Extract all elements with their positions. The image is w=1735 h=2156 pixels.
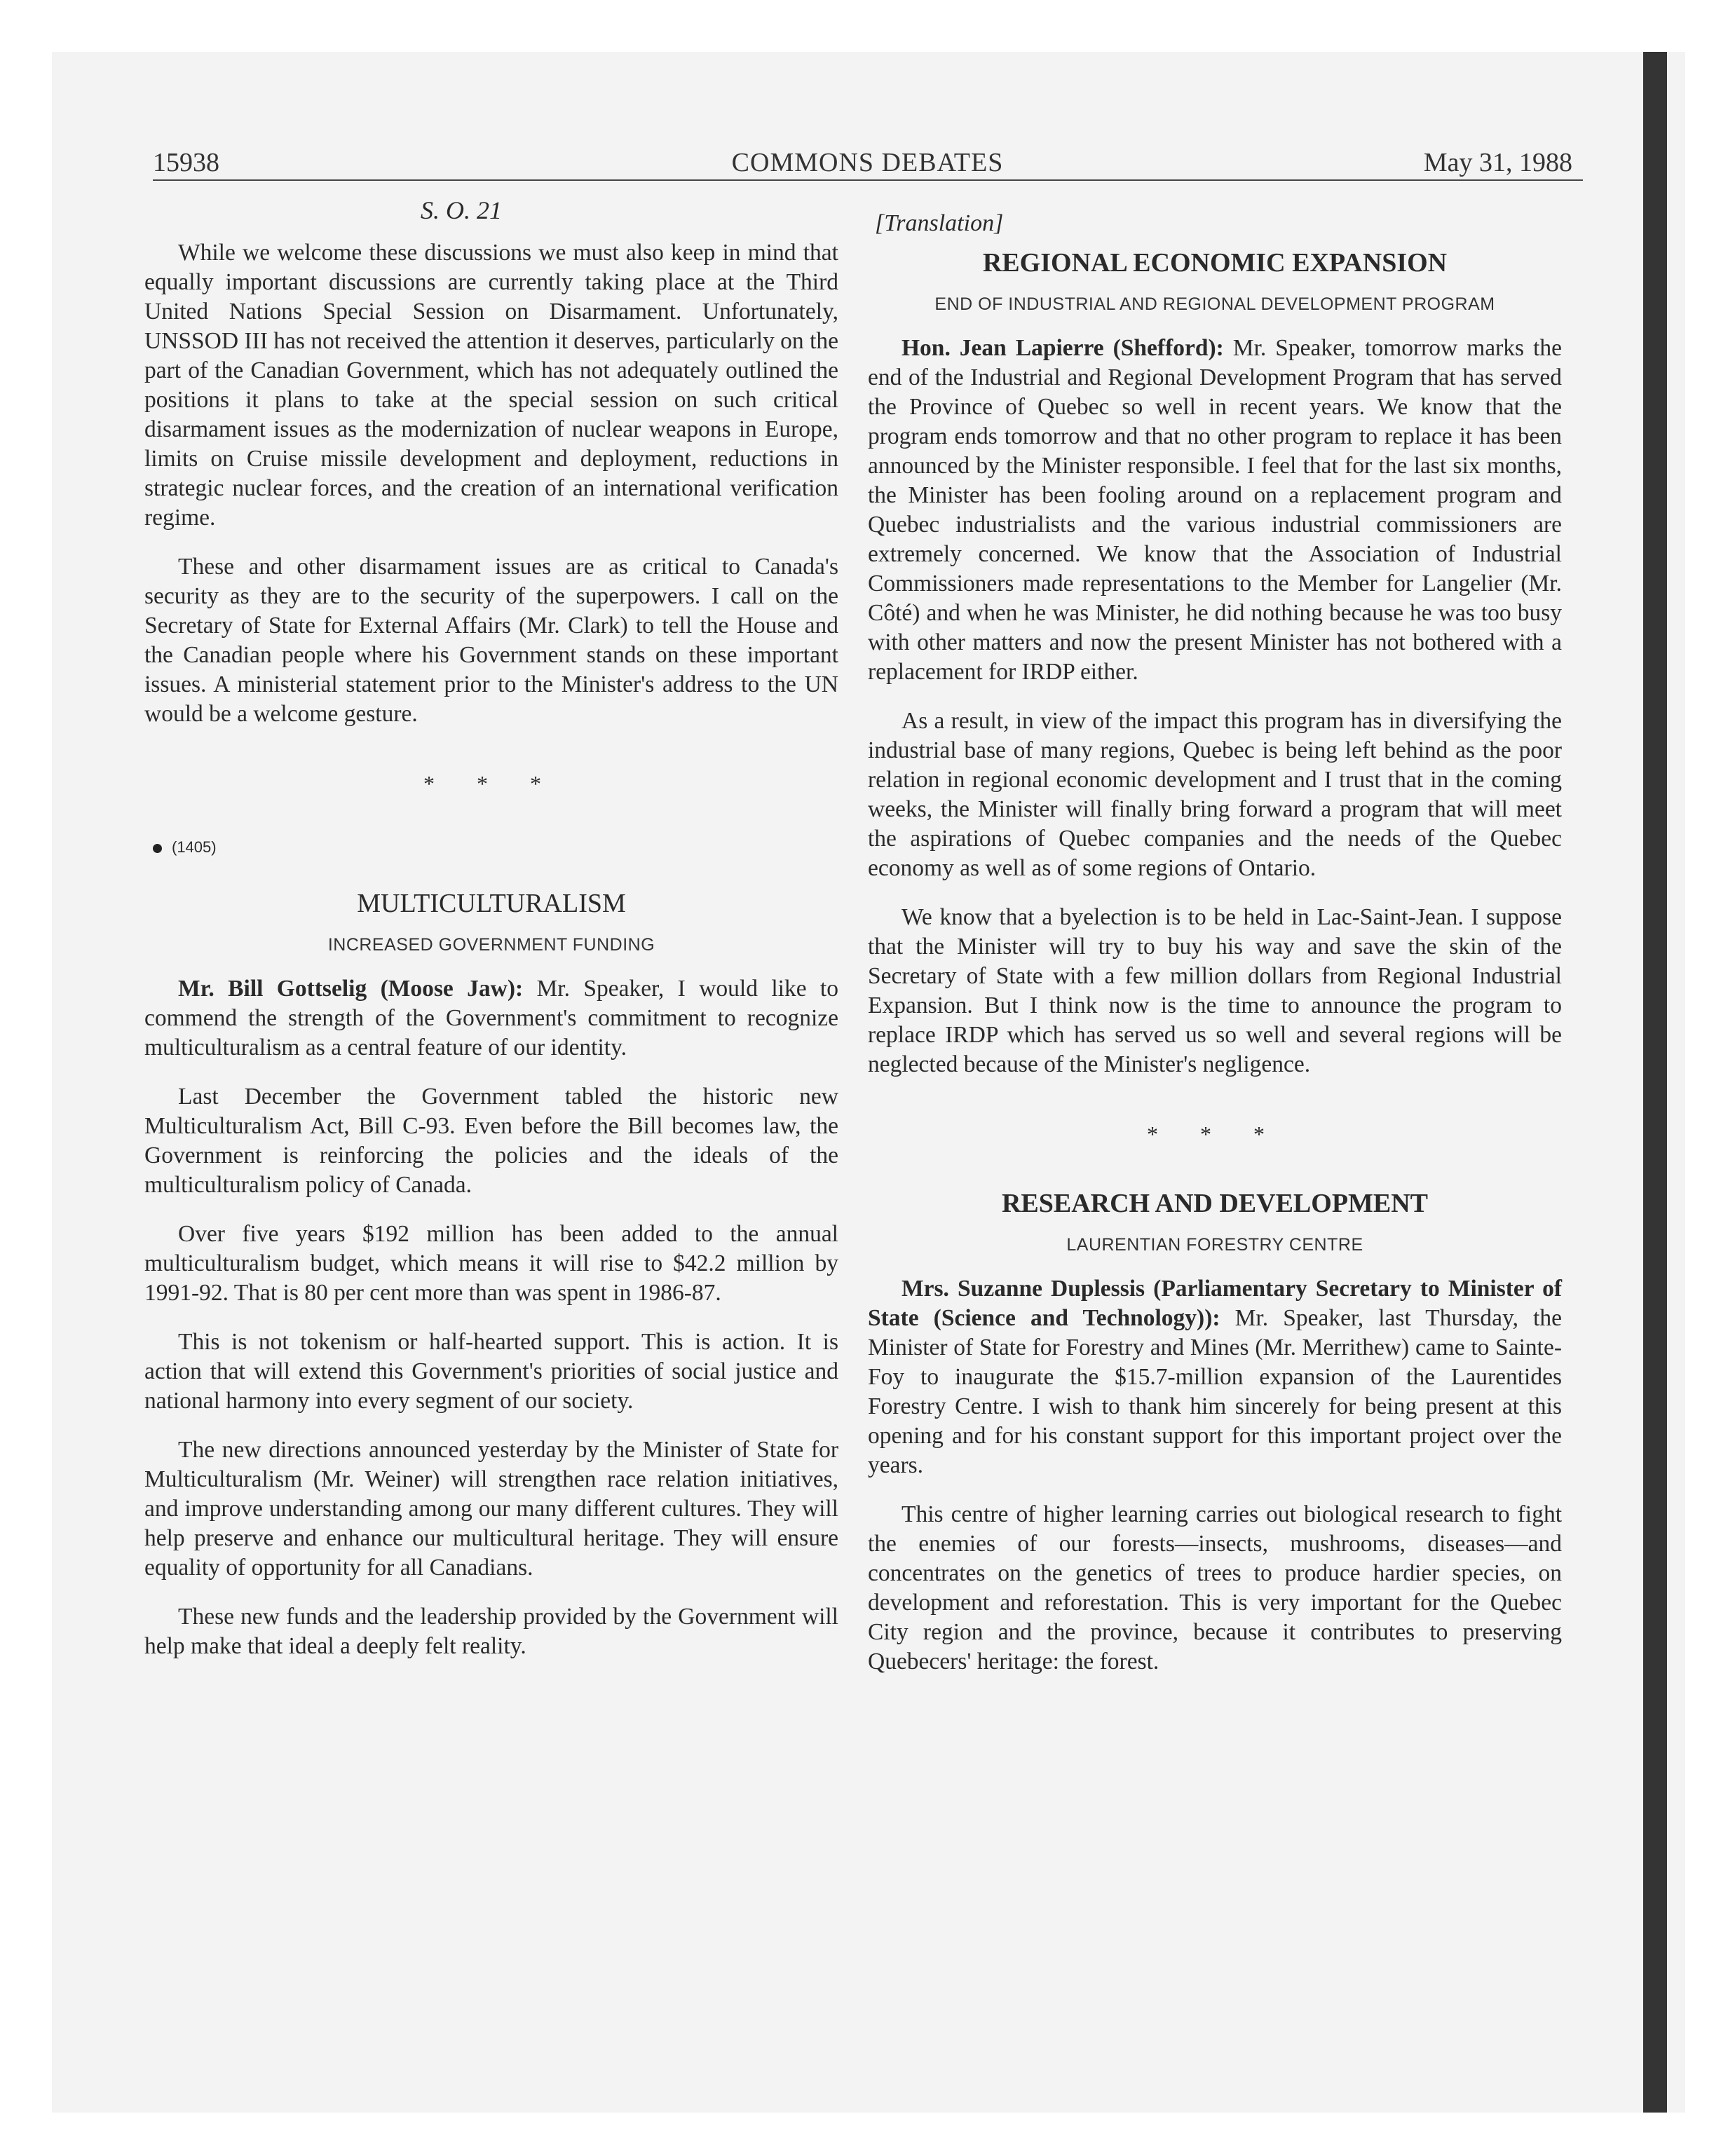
header-rule — [153, 179, 1583, 181]
paragraph: These and other disarmament issues are as critical to Canada's security as they are to the security of the superpowers. I call on the Secretary of State for External Affairs (Mr. Clark) to tell the House and the Canadian people where his Government stands on these important issues. A ministerial statement prior to the Minister's address to the UN would be a welcome gesture. — [144, 554, 838, 727]
paragraph: Over five years $192 million has been added to the annual multiculturalism budget, which means it will rise to $42.2 million by 1991-92. That is 80 per cent more than was spent in 1986-87. — [144, 1221, 838, 1306]
section-subtitle: END OF INDUSTRIAL AND REGIONAL DEVELOPMENT PROGRAM — [934, 294, 1495, 314]
page-number: 15938 — [153, 148, 219, 177]
time-marker — [153, 837, 838, 858]
speaker-name: Mrs. Suzanne Duplessis (Parliamentary Secretary to Minister of State (Science and Technology)): — [868, 1276, 1562, 1331]
paragraph: As a result, in view of the impact this program has in diversifying the industrial base of many regions, Quebec is being left behind as the poor relation in regional economic development and I trust that in the coming weeks, the Minister will finally bring forward a program that will meet the aspirations of Quebec companies and the needs of the Quebec economy as well as of some regions of Ontario. — [868, 708, 1562, 881]
paragraph: This is not tokenism or half-hearted support. This is action. It is action that will extend this Government's priorities of social justice and national harmony into every segment of our society. — [144, 1329, 838, 1414]
paragraph: We know that a byelection is to be held in Lac-Saint-Jean. I suppose that the Minister will try to buy his way and save the skin of the Secretary of State with a few million dollars from Regional Industrial Expansion. But I think now is the time to announce the program to replace IRDP which has served us so well and several regions will be neglected because of the Minister's negligence. — [868, 904, 1562, 1077]
section-separator: * * * — [423, 771, 559, 796]
paragraph: The new directions announced yesterday by the Minister of State for Multiculturalism (Mr. Weiner) will strengthen race relation initiatives, and improve understanding among our many different cultures. They will help preserve and enhance our multicultural heritage. They will ensure equality of opportunity for all Canadians. — [144, 1437, 838, 1581]
publication-title: COMMONS DEBATES — [731, 148, 1004, 177]
paragraph: These new funds and the leadership provided by the Government will help make that ideal a deeply felt reality. — [144, 1604, 838, 1659]
paragraph: This centre of higher learning carries out biological research to fight the enemies of our forests—insects, mushrooms, diseases—and concentrates on the genetics of trees to produce hardier species, on development and reforestation. This is very important for the Quebec City region and the province, because it contributes to preserving Quebecers' heritage: the forest. — [868, 1501, 1562, 1674]
left-column — [144, 188, 838, 1681]
section-title: REGIONAL ECONOMIC EXPANSION — [982, 248, 1448, 278]
right-column — [868, 188, 1562, 1696]
speech-text: Mr. Speaker, tomorrow marks the end of the Industrial and Regional Development Program that has served the Province of Quebec so well in recent years. We know that the program ends tomorrow and that no other program to replace it has been announced by the Minister responsible. I feel that for the last six months, the Minister has been fooling around on a replacement program and Quebec industrialists and the various industrial commissioners are extremely concerned. We know that the Association of Industrial Commissioners made representations to the Member for Langelier (Mr. Côté) and when he was Minister, he did nothing because he was too busy with other matters and now the present Minister has not bothered with a replacement for IRDP either. — [868, 335, 1562, 685]
section-separator: * * * — [1147, 1121, 1283, 1147]
section-title: MULTICULTURALISM — [357, 889, 626, 918]
publication-date: May 31, 1988 — [1423, 148, 1572, 177]
bullet-icon — [153, 844, 162, 853]
speech-text: Mr. Speaker, last Thursday, the Minister of State for Forestry and Mines (Mr. Merrithew) came to Sainte-Foy to inaugurate the $15.7-million expansion of the Laurentides Forestry Centre. I wish to thank him sincerely for being present at this opening and for his constant support for this important project over the years. — [868, 1305, 1563, 1478]
speaker-name: Hon. Jean Lapierre (Shefford): — [901, 335, 1224, 361]
paragraph: Last December the Government tabled the historic new Multiculturalism Act, Bill C-93. Even before the Bill becomes law, the Government is reinforcing the policies and the ideals of the multiculturalism policy of Canada. — [144, 1084, 838, 1198]
section-subtitle: LAURENTIAN FORESTRY CENTRE — [1066, 1235, 1363, 1255]
speech-paragraph — [868, 1274, 1562, 1480]
section-title: RESEARCH AND DEVELOPMENT — [1001, 1189, 1429, 1218]
speech-text: Mr. Speaker, I would like to commend the strength of the Government's commitment to recognize multiculturalism as a central feature of our identity. — [144, 976, 838, 1060]
speech-paragraph — [868, 334, 1562, 687]
speech-paragraph — [144, 974, 838, 1063]
paragraph: While we welcome these discussions we must also keep in mind that equally important discussions are currently taking place at the Third United Nations Special Session on Disarmament. Unfortunately, UNSSOD III has not received the attention it deserves, particularly on the part of the Canadian Government, which has not adequately outlined the positions it plans to take at the special session on such critical disarmament issues as the modernization of nuclear weapons in Europe, limits on Cruise missile development and deployment, reductions in strategic nuclear forces, and the creation of an international verification regime. — [144, 240, 838, 531]
translation-note: [Translation] — [875, 210, 1004, 236]
speaker-name: Mr. Bill Gottselig (Moose Jaw): — [178, 976, 524, 1002]
section-subtitle: INCREASED GOVERNMENT FUNDING — [327, 935, 655, 955]
time-marker-text: (1405) — [172, 838, 217, 856]
standing-order-heading: S. O. 21 — [421, 196, 502, 224]
scan-edge-shadow — [1643, 52, 1667, 2113]
